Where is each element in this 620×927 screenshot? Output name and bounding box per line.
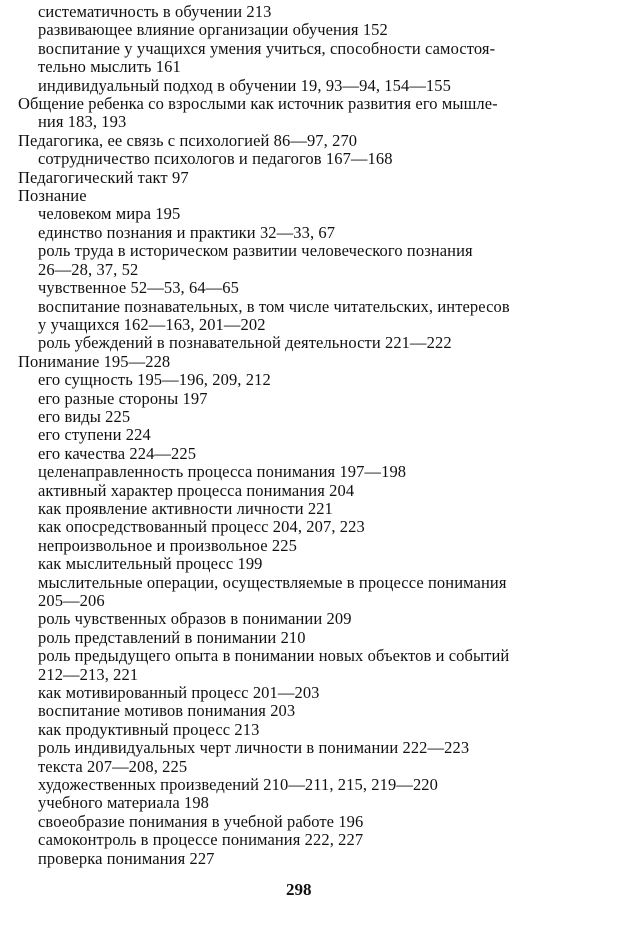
index-heading: Педагогический такт 97 xyxy=(18,167,189,187)
index-entry: его разные стороны 197 xyxy=(38,388,208,408)
index-entry: проверка понимания 227 xyxy=(38,848,215,868)
subject-index xyxy=(18,3,600,868)
index-entry: как мотивированный процесс 201—203 xyxy=(38,683,320,703)
page-number: 298 xyxy=(286,880,312,899)
index-entry: роль труда в историческом развитии человеческого познания xyxy=(38,241,473,261)
index-entry: роль представлений в понимании 210 xyxy=(38,627,306,647)
index-entry: индивидуальный подход в обучении 19, 93—94, 154—155 xyxy=(38,75,451,95)
index-entry: человеком мира 195 xyxy=(38,204,181,224)
index-entry: у учащихся 162—163, 201—202 xyxy=(38,314,266,334)
index-entry: роль предыдущего опыта в понимании новых объектов и событий xyxy=(38,646,510,666)
index-entry: сотрудничество психологов и педагогов 167—168 xyxy=(38,149,393,169)
index-heading: Познание xyxy=(18,186,87,206)
index-entry: учебного материала 198 xyxy=(38,793,210,813)
index-entry: непроизвольное и произвольное 225 xyxy=(38,535,297,555)
index-entry: 26—28, 37, 52 xyxy=(38,259,139,279)
index-entry: самоконтроль в процессе понимания 222, 227 xyxy=(38,830,364,850)
index-entry: роль убеждений в познавательной деятельности 221—222 xyxy=(38,333,452,353)
index-entry: целенаправленность процесса понимания 197—198 xyxy=(38,462,407,482)
index-heading: Понимание 195—228 xyxy=(18,351,171,371)
index-entry: ния 183, 193 xyxy=(38,112,127,132)
index-entry: роль индивидуальных черт личности в понимании 222—223 xyxy=(38,738,470,758)
index-entry: воспитание мотивов понимания 203 xyxy=(38,701,296,721)
index-entry: систематичность в обучении 213 xyxy=(38,2,272,21)
index-entry: развивающее влияние организации обучения 152 xyxy=(38,20,388,40)
index-entry: как проявление активности личности 221 xyxy=(38,498,333,518)
index-entry: как продуктивный процесс 213 xyxy=(38,719,260,739)
index-entry: 212—213, 221 xyxy=(38,664,139,684)
index-heading: Общение ребенка со взрослыми как источник развития его мышле- xyxy=(18,94,498,114)
index-entry: мыслительные операции, осуществляемые в процессе понимания xyxy=(38,572,507,592)
index-entry: как мыслительный процесс 199 xyxy=(38,554,263,574)
index-entry: текста 207—208, 225 xyxy=(38,756,188,776)
index-entry: роль чувственных образов в понимании 209 xyxy=(38,609,352,629)
index-entry: чувственное 52—53, 64—65 xyxy=(38,278,240,298)
index-heading: Педагогика, ее связь с психологией 86—97, 270 xyxy=(18,130,358,150)
index-entry: его сущность 195—196, 209, 212 xyxy=(38,370,271,390)
index-entry: своеобразие понимания в учебной работе 196 xyxy=(38,811,364,831)
index-entry: единство познания и практики 32—33, 67 xyxy=(38,222,336,242)
index-entry: как опосредствованный процесс 204, 207, 223 xyxy=(38,517,365,537)
index-entry: воспитание познавательных, в том числе читательских, интересов xyxy=(38,296,510,316)
index-entry: активный характер процесса понимания 204 xyxy=(38,480,355,500)
index-entry: художественных произведений 210—211, 215, 219—220 xyxy=(38,775,439,795)
index-entry: его виды 225 xyxy=(38,406,131,426)
index-entry: 205—206 xyxy=(38,591,105,610)
index-entry: его ступени 224 xyxy=(38,425,151,445)
index-entry: воспитание у учащихся умения учиться, способности самостоя- xyxy=(38,38,496,58)
index-entry: его качества 224—225 xyxy=(38,443,197,463)
index-entry: тельно мыслить 161 xyxy=(38,57,181,77)
